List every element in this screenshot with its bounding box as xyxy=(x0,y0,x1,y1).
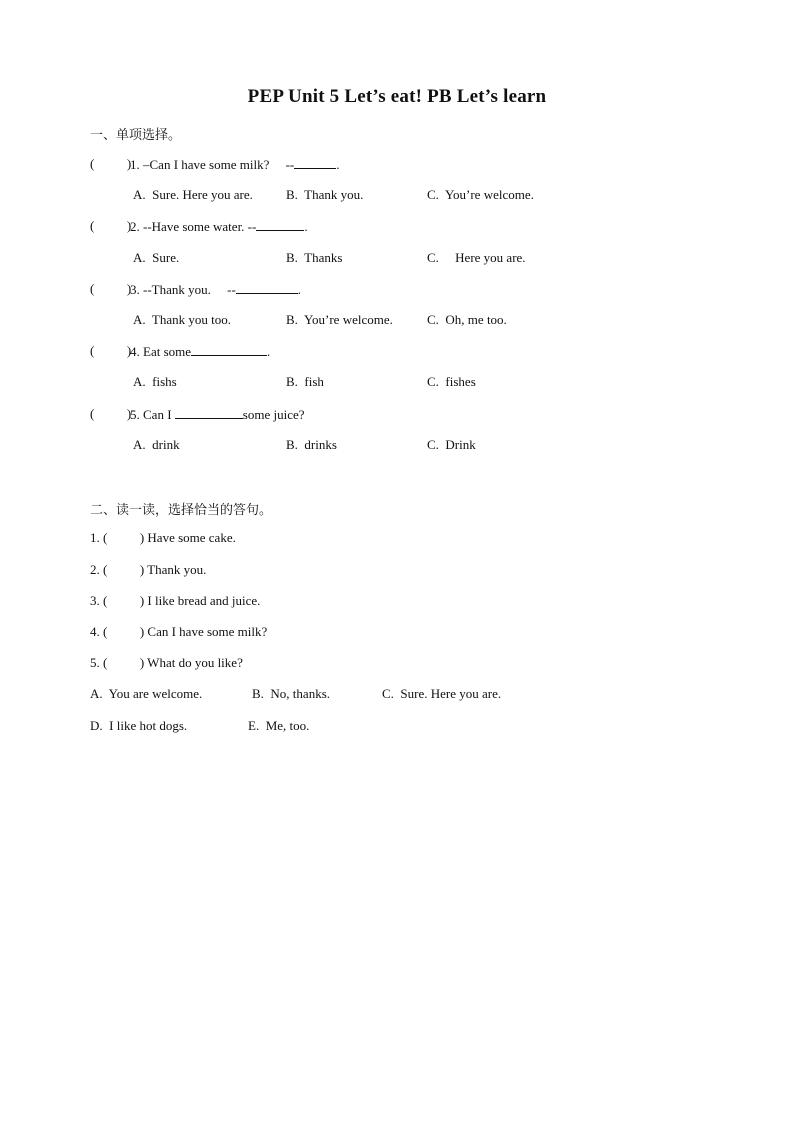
option-a: A. drink xyxy=(133,437,180,452)
option-a: A. Sure. xyxy=(133,250,180,265)
answer-option-a: A. You are welcome. xyxy=(90,686,203,701)
answer-blank xyxy=(175,406,243,419)
answer-bracket: ( ) xyxy=(90,218,132,233)
option-c: C. Here you are. xyxy=(427,250,526,265)
answer-blank xyxy=(191,343,267,356)
option-c: C. Oh, me too. xyxy=(427,312,507,327)
answer-bracket: ( ) xyxy=(90,406,132,421)
answer-bracket: ( ) xyxy=(90,156,132,171)
matching-item-1: 1. ( ) Have some cake. xyxy=(90,530,236,545)
question-2 xyxy=(130,218,308,235)
question-stem-end: some juice? xyxy=(242,407,305,422)
option-a: A. Thank you too. xyxy=(133,312,231,327)
option-a: A. fishs xyxy=(133,374,177,389)
answer-option-b: B. No, thanks. xyxy=(252,686,330,701)
option-b: B. drinks xyxy=(286,437,337,452)
question-4 xyxy=(130,343,270,360)
question-stem-end: . xyxy=(297,282,302,297)
answer-option-d: D. I like hot dogs. xyxy=(90,718,188,733)
matching-item-3: 3. ( ) I like bread and juice. xyxy=(90,593,261,608)
option-b: B. You’re welcome. xyxy=(286,312,393,327)
answer-blank xyxy=(294,156,336,169)
matching-item-5: 5. ( ) What do you like? xyxy=(90,655,243,670)
answer-option-c: C. Sure. Here you are. xyxy=(382,686,502,701)
question-1 xyxy=(130,156,340,173)
question-stem: 1. –Can I have some milk? -- xyxy=(130,157,295,172)
question-5 xyxy=(130,406,305,423)
answer-bracket: ( ) xyxy=(90,281,132,296)
option-b: B. Thanks xyxy=(286,250,343,265)
option-a: A. Sure. Here you are. xyxy=(133,187,253,202)
section2-heading: 二、读一读，选择恰当的答句。 xyxy=(90,503,273,518)
question-stem: 4. Eat some xyxy=(130,344,192,359)
question-stem-end: . xyxy=(304,219,308,234)
section1-heading: 一、单项选择。 xyxy=(90,128,182,143)
option-c: C. You’re welcome. xyxy=(427,187,534,202)
answer-bracket: ( ) xyxy=(90,343,132,358)
question-stem: 2. --Have some water. -- xyxy=(130,219,257,234)
question-stem: 5. Can I xyxy=(130,407,175,422)
worksheet-title: PEP Unit 5 Let’s eat! PB Let’s learn xyxy=(247,86,547,107)
answer-option-e: E. Me, too. xyxy=(248,718,310,733)
option-c: C. fishes xyxy=(427,374,476,389)
matching-item-4: 4. ( ) Can I have some milk? xyxy=(90,624,268,639)
option-b: B. Thank you. xyxy=(286,187,364,202)
question-stem: 3. --Thank you. -- xyxy=(130,282,236,297)
option-b: B. fish xyxy=(286,374,324,389)
answer-blank xyxy=(236,281,298,294)
matching-item-2: 2. ( ) Thank you. xyxy=(90,562,207,577)
answer-blank xyxy=(256,218,304,231)
question-3 xyxy=(130,281,301,298)
question-stem-end: . xyxy=(336,157,340,172)
question-stem-end: . xyxy=(267,344,271,359)
option-c: C. Drink xyxy=(427,437,476,452)
